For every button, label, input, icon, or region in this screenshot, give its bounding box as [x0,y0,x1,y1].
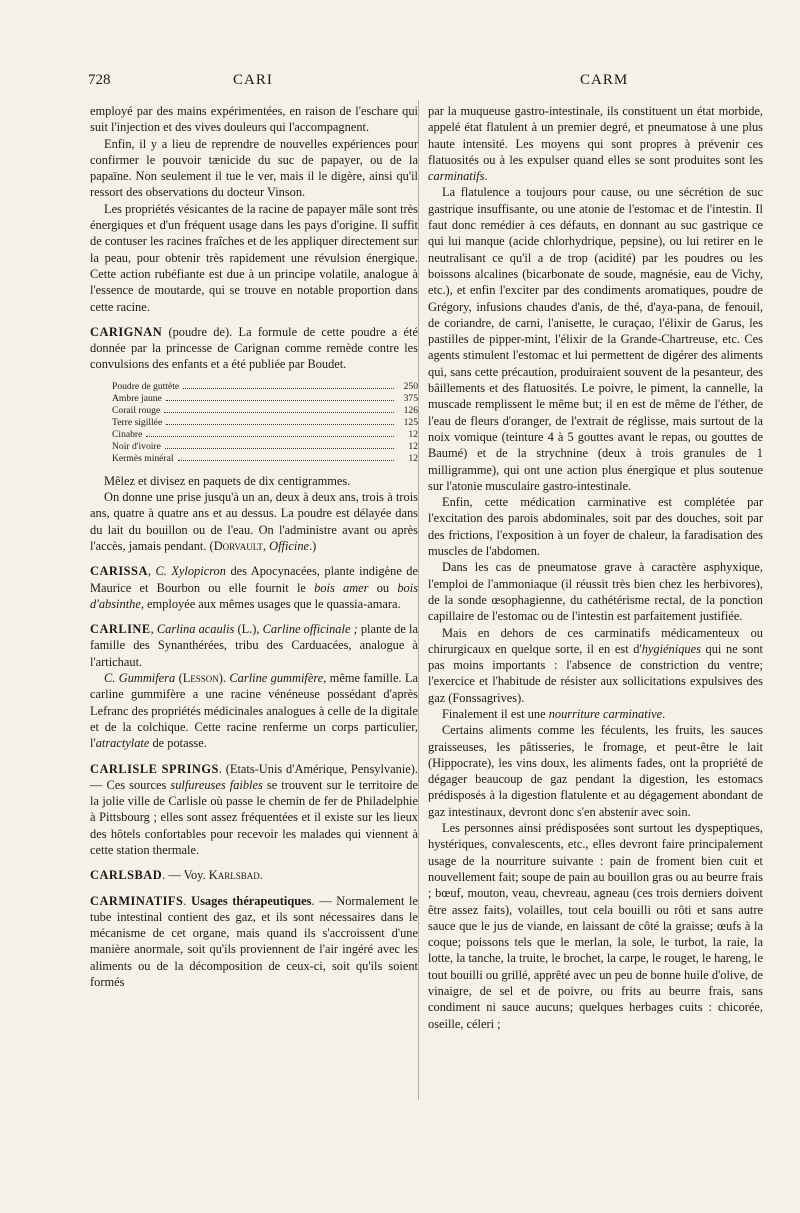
entry-carminatifs: CARMINATIFS. Usages thérapeutiques. — Normalement le tube intestinal contient des gaz, et ils sont nécessaires dans le mécanisme de cet organe, mais quand ils s'accroissent d'une manière anormale, soit qu'ils proviennent de l'air ingéré avec les aliments ou de la décomposition de ceux-ci, soit qu'ils soient formés [90,893,418,990]
paragraph: Enfin, il y a lieu de reprendre de nouvelles expériences pour confirmer le pouvoir tænicide du suc de papayer, ou de la papaïne. Non seulement il tue le ver, mais il le digère, ainsi qu'il ressort des observations du docteur Vinson. [90,136,418,200]
running-header [88,72,758,94]
headword: CARLSBAD [90,868,163,883]
paragraph: Les personnes ainsi prédisposées sont surtout les dyspeptiques, hystériques, convalescents, etc., elles devront faire principalement usage de la nourriture suivante : pain de froment bien cuit et nouvellement fait; soupe de pain au bouillon gras ou au beurre frais ; bœuf, mouton, veau, chevreau, agneau (ces trois derniers doivent être assez faits), volailles, tout cela bouilli ou rôti et sans autre sauce que le jus de viande, en laissant de côté la graisse; œufs à la coque; poissons tels que le merlan, la sole, le turbot, la raie, la lotte, la tanche, la truite, le brochet, la carpe, le rouget, le hareng, le tout bouilli ou grillé, apprêté avec un peu de bonne huile d'olive, de vinaigre, de sel et de poivre, ou frits au beurre frais, sans condiment ni sauce aucuns; quelques herbages cuits : chicorée, oseille, céleri ; [428,821,763,1031]
entry-carlsbad: CARLSBAD. — Voy. Karlsbad. [90,868,263,883]
paragraph: Mais en dehors de ces carminatifs médicamenteux ou chirurgicaux en quelque sorte, il en est d'hygiéniques qui ne sont pas moins importants : l'absence de constriction du ventre; l'exercice et l'habitude de résister aux sollicitations expulsives des gaz (Fonssagrives). [428,625,763,705]
paragraph: On donne une prise jusqu'à un an, deux à deux ans, trois à trois ans, quatre à quatre ans et au dessus. La poudre est délayée dans du lait du bouillon ou de l'eau. On l'administre avant ou après l'accès, jamais pendant. (Dorvault, Officine.) [90,490,418,553]
left-running-head: CARI [233,72,273,88]
entry-carlisle-springs: CARLISLE SPRINGS. (Etats-Unis d'Amérique, Pensylvanie). — Ces sources sulfureuses faibles se trouvent sur le territoire de la jolie ville de Carlisle où passe le chemin de fer de Philadelphie à Pittsbourg ; elles sont assez fréquentées et il existe sur les lieux des hôtels confortables pour recevoir les malades qui viennent à cette station thermale. [90,761,419,857]
recipe-row: Poudre de guttète 250 [112,380,418,392]
recipe-list [112,381,418,465]
right-running-head: CARM [580,72,629,88]
headword: CARMINATIFS [90,893,184,908]
paragraph: Finalement il est une nourriture carminative. [442,706,666,721]
recipe-row: Corail rouge 126 [112,404,418,416]
paragraph: Dans les cas de pneumatose grave à caractère asphyxique, l'emploi de l'ammoniaque (il réussit très bien chez les herbivores), de la sonde œsophagienne, du cathétérisme rectal, de la ponction capillaire de l'estomac ou de l'intestin est parfaitement justifiée. [428,560,763,624]
paragraph: C. Gummifera (Lesson). Carline gummifère, même famille. La carline gummifère a une racine vénéneuse possédant d'après Lefranc des propriétés médicinales analogues à celle de la digitale et de la colchique. Cette racine renferme un corps particulier, l'atractylate de potasse. [90,671,418,751]
headword: CARISSA [90,564,148,579]
recipe-row: Cinabre 12 [112,428,418,440]
paragraph: Les propriétés vésicantes de la racine de papayer mâle sont très énergiques et d'un fréquent usage dans les pays d'origine. Il suffit de contuser les racines fraîches et de les appliquer directement sur la peau, pour obtenir très rapidement une révulsion énergique. Cette action rubéfiante est due à un principe volatile, analogue à l'essence de moutarde, qui se trouve en notable proportion dans cette racine. [90,201,418,314]
headword: CARLISLE SPRINGS [90,761,219,776]
headword: CARIGNAN [90,324,163,339]
right-column [428,103,763,1032]
entry-carissa: CARISSA, C. Xylopicron des Apocynacées, plante indigène de Maurice et Bourbon ou elle fournit le bois amer ou bois d'absinthe, employée aux mêmes usages que le quassia-amara. [90,564,419,611]
recipe-row: Terre sigillée 125 [112,416,418,428]
entry-carignan: CARIGNAN (poudre de). La formule de cette poudre a été donnée par la princesse de Carignan comme remède contre les convulsions des enfants et a été publiée par Boudet. [90,324,418,372]
entry-carline: CARLINE, Carlina acaulis (L.), Carline officinale ; plante de la famille des Synanthérées, tribu des Carduacées, analogue à l'artichaut. [90,622,418,669]
recipe-row: Kermès minéral 12 [112,452,418,464]
recipe-row: Noir d'ivoire 12 [112,440,418,452]
paragraph: Enfin, cette médication carminative est complétée par l'excitation des parois abdominales, soit par des douches, soit par des frictions, l'exposition à un foyer de chaleur, la faradisation des muscles de l'abdomen. [428,495,763,559]
paragraph: employé par des mains expérimentées, en raison de l'eschare qui suit l'injection et des vives douleurs qui l'accompagnent. [90,104,418,135]
recipe-row: Ambre jaune 375 [112,392,418,404]
paragraph: Mêlez et divisez en paquets de dix centigrammes. [104,473,351,488]
left-column [90,103,418,990]
page-number: 728 [88,72,111,88]
column-divider [418,100,419,1100]
paragraph: par la muqueuse gastro-intestinale, ils constituent un état morbide, appelé état flatulent à un premier degré, et pneumatose à une plus haute intensité. Les moyens qui sont propres à prévenir ces flatuosités ou à les expulser quand elles se sont produites sont les carminatifs. [428,104,763,184]
paragraph: La flatulence a toujours pour cause, ou une sécrétion de suc gastrique insuffisante, ou une atonie de l'estomac et de l'intestin. Il faut donc remédier à ces défauts, en donnant au suc gastrique ce qui lui manque (acide chlorhydrique, pepsine), ou lui retirer en le neutralisant ce qu'il a de trop (acidité) par les poudres ou les boissons alcalines (bicarbonate de soude, magnésie, eau de Vichy, etc.), et enfin l'exciter par des condiments aromatiques, poudre de Grégory, infusions chaudes d'anis, de thé, d'aya-pana, de fenouil, de coriandre, de carni, l'anisette, le curaçao, l'élixir de Garus, les pastilles de pipper-mint, l'élixir de la Grande-Chartreuse, etc. Ces agents stimulent l'estomac et lui permettent de digérer des aliments qui, sans cette précaution, produiraient souvent de la pesanteur, des bâillements et des flatuosités. Le poivre, le piment, la cannelle, la muscade remplissent le même but; il en est de même de l'éther, de l'eau de fleurs d'oranger, de l'extrait de réglisse, mais surtout de la noix vomique (teinture 4 à 5 gouttes avant le repas, ou gouttes de Baumé) et de la strychnine (deux à trois granules de 1 milligramme), qui ont une action plus énergique et plus soutenue sur l'atonie musculaire gastro-intestinale. [428,185,763,493]
paragraph: Certains aliments comme les féculents, les fruits, les sauces graisseuses, les pâtisseries, le fromage, et peut-être le lait (Hippocrate), les vins doux, les aliments fades, ont la propriété de dégager beaucoup de gaz pendant la digestion, les estomacs prédisposés à la digestion flatulente et au dégagement abondant de gaz intestinaux, devront donc s'en abstenir avec soin. [428,723,763,819]
headword: CARLINE [90,622,151,637]
